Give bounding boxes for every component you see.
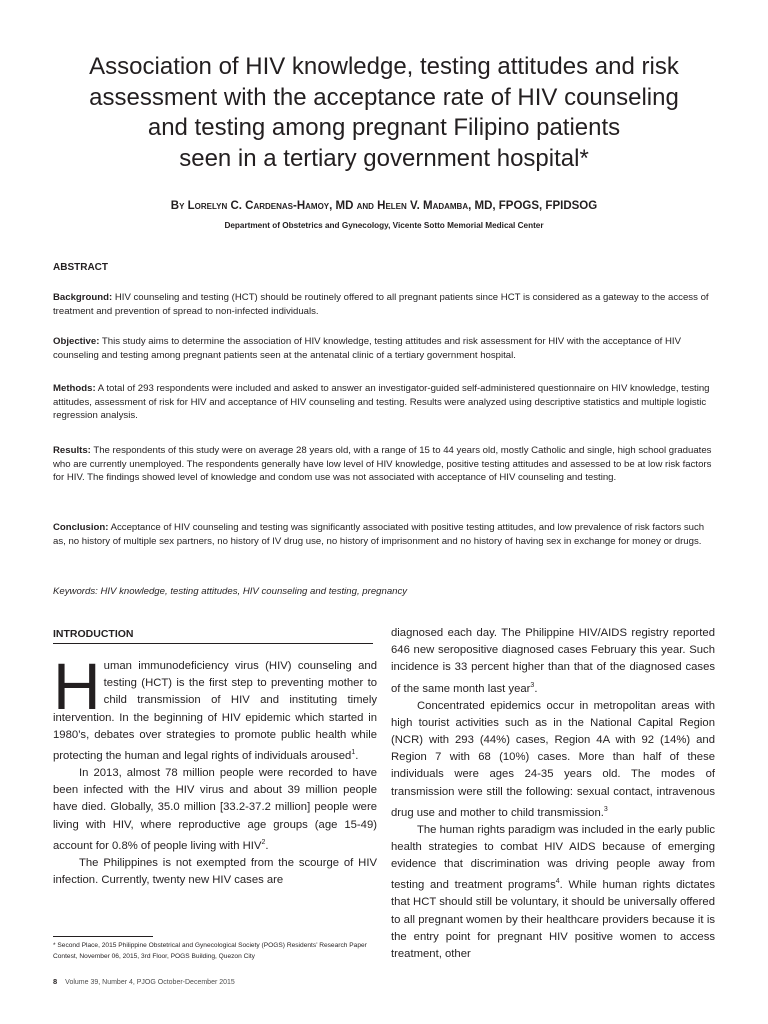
body-paragraph: Human immunodeficiency virus (HIV) counseling and testing (HCT) is the first step to preventing mother to child transmission of HIV and instituting timely intervention. In the beginning of HIV epidemic which started in 1980’s, debates over strategies to promote public health while protecting the human and legal rights of individuals aroused$^1$. (53, 649, 377, 762)
paragraph-text: . While human rights dictates that HCT should still be voluntary, it should be universally offered to all pregnant women by their healthcare providers because it is the entry point for pregnant HIV positive women to access treatment, other (391, 879, 716, 960)
reference-superscript: 1 (351, 749, 356, 757)
footnote: * Second Place, 2015 Philippine Obstetrical and Gynecological Society (POGS) Residents’ Research Paper Contest, November 06, 2015, 3rd Floor, POGS Building, Quezon City (53, 942, 367, 960)
abstract-results (53, 444, 718, 485)
abstract-methods (53, 382, 718, 423)
right-column (391, 625, 715, 963)
footnote-rule (53, 936, 153, 937)
keywords: Keywords: HIV knowledge, testing attitudes, HIV counseling and testing, pregnancy (53, 586, 408, 597)
paragraph-text: The human rights paradigm was included in the early public health strategies to combat HIV AIDS because of emerging evidence that discrimination was driving people away from testing and treatment programs (391, 823, 715, 892)
journal-issue: Volume 39, Number 4, PJOG October-December 2015 (65, 979, 235, 986)
abstract-heading: ABSTRACT (53, 262, 108, 273)
paragraph-text: The Philippines is not exempted from the scourge of HIV infection. Currently, twenty new HIV cases are (53, 856, 377, 886)
paragraph-text: uman immunodeficiency virus (HIV) counseling and testing (HCT) is the first step to preventing mother to child transmission of HIV and instituting timely intervention. In the beginning of HIV epidemic which started in 1980’s, debates over strategies to promote public health while protecting the human and legal rights of individuals aroused (53, 660, 377, 762)
title-line: assessment with the acceptance rate of HIV counseling (89, 83, 679, 111)
reference-superscript: 4 (555, 878, 560, 886)
abstract-label: Background: (53, 292, 113, 303)
title-line (60, 144, 708, 175)
abstract-label: Methods: (53, 383, 96, 394)
abstract-label: Results: (53, 445, 91, 456)
abstract-background (53, 291, 718, 318)
author-affiliation: Department of Obstetrics and Gynecology, Vicente Sotto Memorial Medical Center (224, 221, 544, 230)
abstract-text: A total of 293 respondents were included and asked to answer an investigator-guided self-administered questionnaire on HIV knowledge, testing attitudes, assessment of risk for HIV and acceptance of HIV counseling and testing. Results were analyzed using descriptive statistics and multiple logistic regression analysis. (53, 383, 710, 421)
abstract-text: This study aims to determine the association of HIV knowledge, testing attitudes and risk assessment for HIV with the acceptance of HIV counseling and testing among pregnant patients seen at the antenatal clinic of a tertiary government hospital. (53, 336, 681, 361)
abstract-text: HIV counseling and testing (HCT) should be routinely offered to all pregnant patients since HCT is considered as a gateway to the access of treatment and prevention of spread to non-infected individuals. (53, 292, 709, 317)
author-byline: By Lorelyn C. Cardenas-Hamoy, MD and Helen V. Madamba, MD, FPOGS, FPIDSOG (170, 200, 598, 212)
reference-superscript: 3 (530, 681, 535, 689)
paragraph-text: In 2013, almost 78 million people were recorded to have been infected with the HIV virus and about 39 million people have died. Globally, 35.0 million [33.2-37.2 million] people were living with HIV, where reproductive age groups (age 15-49) account for 0.8% of people living with HIV (53, 766, 377, 852)
paper-title (60, 52, 708, 174)
paragraph-text: Concentrated epidemics occur in metropolitan areas with high tourist activities such as in the National Capital Region (NCR) with 293 (44%) cases, Region 4A with 92 (14%) and Region 7 with 68 (10%) cases. More than half of these individuals were ages 24-35 years old. The modes of transmission were still the following: sexual contact, intravenous drug use and mother to child transmission. (391, 699, 715, 819)
body-paragraph (391, 698, 715, 822)
body-paragraph: diagnosed each day. The Philippine HIV/AIDS registry reported 646 new seropositive diagnosed cases February this year. Such incidence is 33 percent higher than that of the diagnosed cases of the same month last year$^3$. (391, 627, 715, 695)
abstract-objective (53, 335, 718, 362)
paragraph-text: diagnosed each day. The Philippine HIV/AIDS registry reported 646 new seropositive diagnosed cases February this year. Such incidence is 33 percent higher than that of the diagnosed cases of the same month last year (391, 627, 715, 695)
page-number: 8 (53, 977, 58, 986)
abstract-label: Conclusion: (53, 522, 109, 533)
body-paragraph (391, 822, 715, 963)
abstract-text: The respondents of this study were on average 28 years old, with a range of 15 to 44 years old, mostly Catholic and single, high school graduates who are currently unemployed. The respondents generally have low level of HIV knowledge, positive testing attitudes and assessed to be at low risk factors for HIV. The findings showed level of knowledge and condom use was not associated with acceptance of HIV counseling and testing. (53, 445, 712, 483)
body-paragraph: In 2013, almost 78 million people were recorded to have been infected with the HIV virus and about 39 million people have died. Globally, 35.0 million [33.2-37.2 million] people were living with HIV, where reproductive age groups (age 15-49) account for 0.8% of people living with HIV$^2$. (53, 766, 377, 852)
title-footnote-mark: * (579, 144, 589, 172)
page-footer (53, 977, 235, 986)
body-paragraph (53, 855, 377, 889)
abstract-text: Acceptance of HIV counseling and testing was significantly associated with positive testing attitudes, and low prevalence of risk factors such as, no history of multiple sex partners, no history of IV drug use, no history of imprisonment and no history of having sex in exchange for money or drugs. (53, 522, 705, 547)
title-line: Association of HIV knowledge, testing attitudes and risk (89, 53, 679, 80)
reference-superscript: 2 (261, 838, 266, 846)
drop-cap: H (53, 649, 101, 723)
abstract-conclusion (53, 521, 718, 548)
abstract-label: Objective: (53, 336, 100, 347)
title-line-text: seen in a tertiary government hospital (179, 144, 580, 172)
left-column (53, 649, 377, 889)
section-heading-rule (53, 643, 373, 644)
section-heading-introduction: INTRODUCTION (53, 628, 134, 640)
reference-superscript: 3 (603, 805, 608, 813)
title-line: and testing among pregnant Filipino patients (147, 114, 621, 141)
